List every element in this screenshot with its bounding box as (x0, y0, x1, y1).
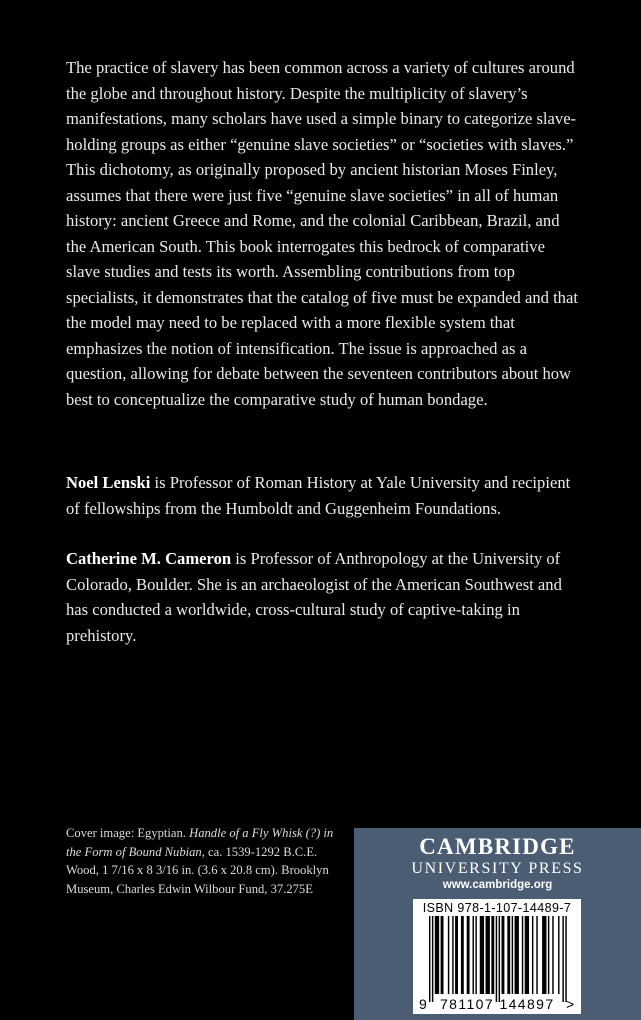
barcode-bar (473, 916, 474, 994)
barcode-digit-lead: 9 (419, 996, 427, 1012)
barcode-bar (558, 916, 559, 994)
credit-artwork-title: Handle of a Fly Whisk (?) in the Form of Bound Nubian (66, 826, 334, 859)
editor-bio-text: is Professor of Anthropology at the University of Colorado, Boulder. She is an archaeologist of the American Southwest and has conducted a worldwide, cross-cultural study of captive-taking in prehistory. (66, 549, 562, 645)
barcode-bars (429, 916, 567, 1002)
barcode-bar (452, 916, 453, 994)
barcode-digits-right: 144897 (499, 996, 555, 1012)
publisher-panel (354, 828, 641, 1020)
editor-bio-lenski (66, 470, 580, 521)
editor-bio-text: is Professor of Roman History at Yale University and recipient of fellowships from the Humboldt and Guggenheim Foundations. (66, 473, 571, 518)
barcode-bar (532, 916, 533, 994)
barcode-bar (486, 916, 490, 994)
credit-details: , ca. 1539-1292 B.C.E. Wood, 1 7/16 x 8 3/16 in. (3.6 x 20.8 cm). Brooklyn Museum, Charles Edwin Wilbour Fund, 37.275E (66, 844, 329, 896)
barcode-graphic (413, 899, 581, 1014)
cover-image-credit (66, 824, 344, 898)
barcode-digits-left: 781107 (439, 996, 495, 1012)
description-blurb: The practice of slavery has been common across a variety of cultures around the globe and throughout history. Despite the multiplicity of slavery’s manifestations, many scholars have used a simple binary to categorize slave-holding groups as either “genuine slave societies” or “societies with slaves.” This dichotomy, as originally proposed by ancient historian Moses Finley, assumes that there were just five “genuine slave societies” in all of human history: ancient Greece and Rome, and the colonial Caribbean, Brazil, and the American South. This book interrogates this bedrock of comparative slave studies and tests its worth. Assembling contributions from top specialists, it demonstrates that the catalog of five must be expanded and that the model may need to be replaced with a more flexible system that emphasizes the notion of intensification. The issue is approached as a question, allowing for debate between the seventeen contributors about how best to conceptualize the comparative study of human bondage. (66, 58, 578, 409)
isbn-barcode (413, 899, 581, 1014)
barcode-bar (467, 916, 470, 994)
publisher-press: UNIVERSITY PRESS (411, 860, 584, 877)
editor-bio-cameron (66, 546, 580, 648)
barcode-bar (522, 916, 523, 994)
barcode-bar (512, 916, 513, 994)
publisher-url: www.cambridge.org (442, 879, 553, 891)
editor-name: Catherine M. Cameron (66, 549, 232, 568)
barcode-bar (515, 916, 519, 994)
publisher-name: CAMBRIDGE (419, 834, 576, 859)
barcode-bar (461, 916, 464, 994)
barcode-bar (491, 916, 494, 994)
barcode-bar (455, 916, 458, 994)
barcode-bar (565, 916, 566, 1002)
barcode-bar (552, 916, 553, 994)
barcode-bar (496, 916, 497, 1002)
barcode-bar (499, 916, 500, 1002)
barcode-bar (562, 916, 563, 1002)
credit-prefix: Cover image: Egyptian. (66, 826, 190, 840)
barcode-bar (475, 916, 476, 994)
isbn-label: ISBN 978-1-107-14489-7 (422, 901, 572, 915)
barcode-bar (542, 916, 546, 994)
barcode-bar (448, 916, 449, 994)
barcode-bar (441, 916, 444, 994)
barcode-bar (548, 916, 549, 994)
barcode-bar (432, 916, 433, 1002)
barcode-bar (435, 916, 439, 994)
barcode-bar (502, 916, 505, 994)
editor-name: Noel Lenski (66, 473, 151, 492)
barcode-bar (525, 916, 529, 994)
barcode-quiet-zone-mark: > (566, 996, 575, 1012)
barcode-bar (536, 916, 537, 994)
barcode-bar (480, 916, 484, 994)
barcode-bar (507, 916, 510, 994)
barcode-bar (429, 916, 430, 1002)
